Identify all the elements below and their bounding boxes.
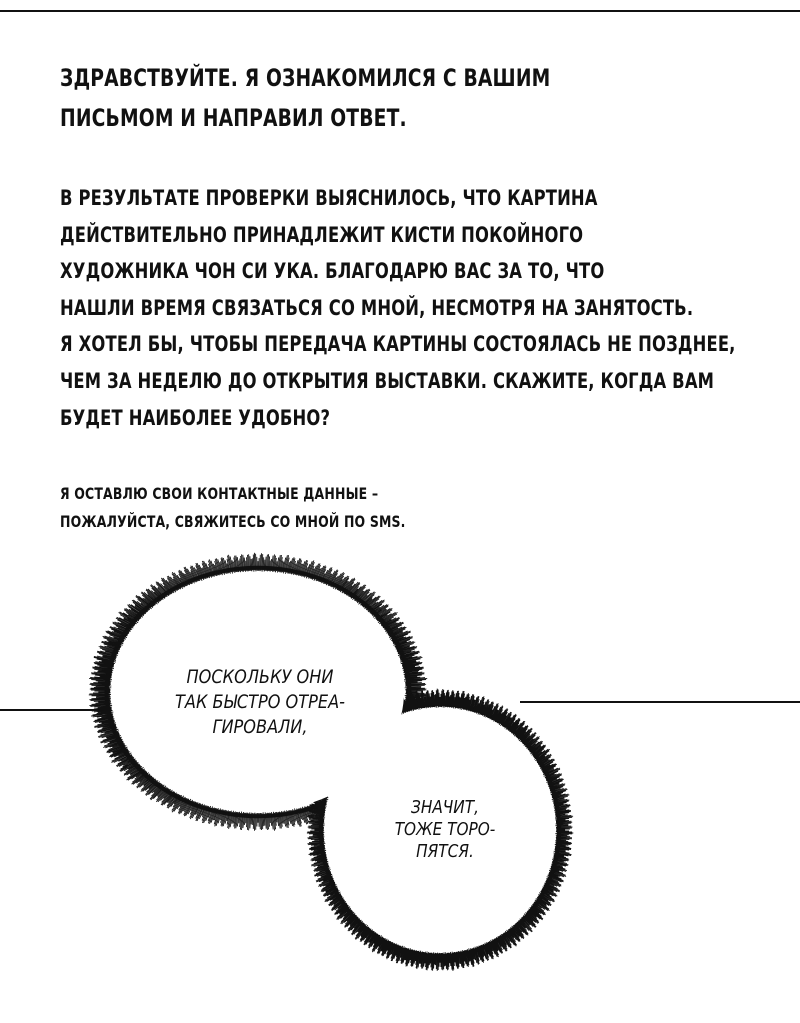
body-line: ДЕЙСТВИТЕЛЬНО ПРИНАДЛЕЖИТ КИСТИ ПОКОЙНОГО bbox=[60, 222, 584, 247]
thought-bubble-2-text bbox=[360, 797, 530, 863]
body-line: БУДЕТ НАИБОЛЕЕ УДОБНО? bbox=[60, 405, 331, 430]
bubble-line: ПОСКОЛЬКУ ОНИ bbox=[186, 666, 334, 688]
bubble-line: ТОЖЕ ТОРО- bbox=[394, 819, 496, 840]
bubble-line: ГИРОВАЛИ, bbox=[212, 716, 308, 738]
body-line: НАШЛИ ВРЕМЯ СВЯЗАТЬСЯ СО МНОЙ, НЕСМОТРЯ НА ЗАНЯТОСТЬ. bbox=[60, 295, 694, 320]
body-line: Я ХОТЕЛ БЫ, ЧТОБЫ ПЕРЕДАЧА КАРТИНЫ СОСТОЯЛАСЬ НЕ ПОЗДНЕЕ, bbox=[60, 332, 736, 357]
contact-line: ПОЖАЛУЙСТА, СВЯЖИТЕСЬ СО МНОЙ ПО SMS. bbox=[60, 512, 406, 531]
contact-line: Я ОСТАВЛЮ СВОИ КОНТАКТНЫЕ ДАННЫЕ – bbox=[60, 484, 379, 503]
thought-bubble-outlines bbox=[89, 553, 574, 971]
thought-bubble-1-text bbox=[158, 665, 362, 740]
bubble-line: ТАК БЫСТРО ОТРЕА- bbox=[175, 691, 345, 713]
body-line: ХУДОЖНИКА ЧОН СИ УКА. БЛАГОДАРЮ ВАС ЗА ТО, ЧТО bbox=[60, 259, 605, 284]
body-line: В РЕЗУЛЬТАТЕ ПРОВЕРКИ ВЫЯСНИЛОСЬ, ЧТО КАРТИНА bbox=[60, 186, 598, 210]
body-line: ЧЕМ ЗА НЕДЕЛЮ ДО ОТКРЫТИЯ ВЫСТАВКИ. СКАЖИТЕ, КОГДА ВАМ bbox=[60, 368, 715, 393]
greeting-line: ПИСЬМОМ И НАПРАВИЛ ОТВЕТ. bbox=[60, 104, 407, 132]
greeting-line: ЗДРАВСТВУЙТЕ. Я ОЗНАКОМИЛСЯ С ВАШИМ bbox=[60, 64, 551, 92]
bubble-line: ЗНАЧИТ, bbox=[411, 797, 479, 818]
bubble-line: ПЯТСЯ. bbox=[416, 841, 474, 862]
